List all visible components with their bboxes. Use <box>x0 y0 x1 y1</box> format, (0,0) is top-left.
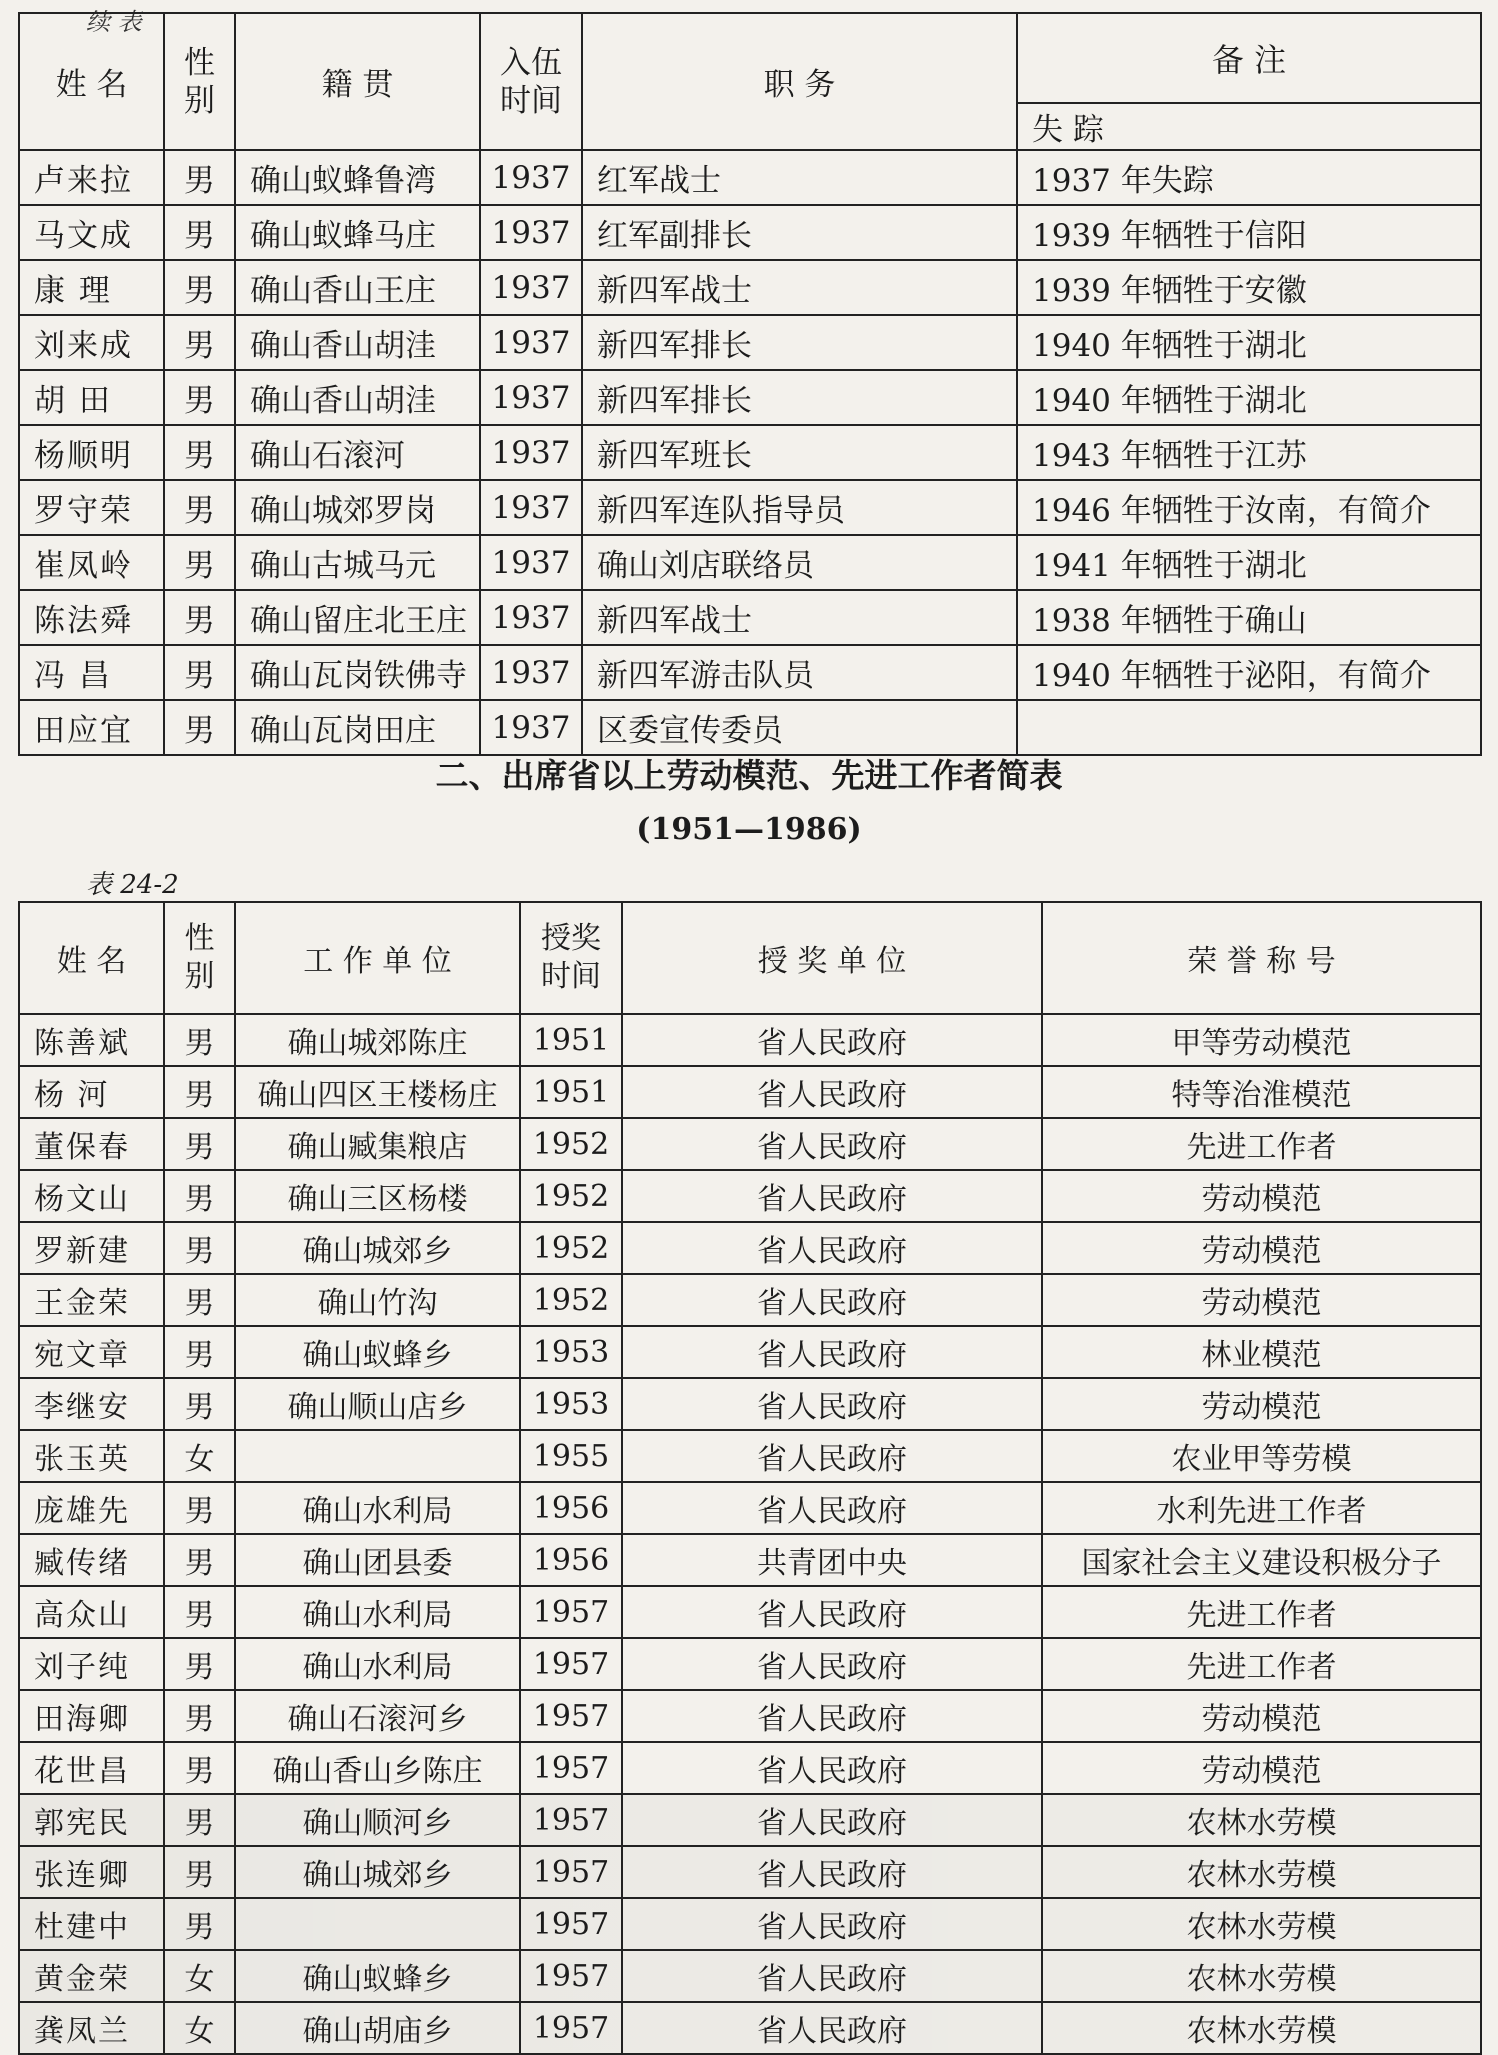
cell-origin: 确山蚁蜂鲁湾 <box>235 150 480 205</box>
cell-honor: 农林水劳模 <box>1042 1846 1481 1898</box>
cell-name: 马文成 <box>19 205 164 260</box>
cell-duty: 区委宣传委员 <box>582 700 1017 755</box>
cell-honor: 农林水劳模 <box>1042 2002 1481 2054</box>
cell-note: 1940 年牺牲于湖北 <box>1017 315 1481 370</box>
cell-work-unit: 确山顺河乡 <box>235 1794 520 1846</box>
cell-sex: 男 <box>164 700 235 755</box>
cell-work-unit <box>235 1430 520 1482</box>
section-years: (1951—1986) <box>636 812 862 847</box>
cell-award-unit: 省人民政府 <box>622 1170 1042 1222</box>
cell-award-year: 1957 <box>520 1794 622 1846</box>
cell-name: 康 理 <box>19 260 164 315</box>
header-sex: 性别 <box>164 902 235 1014</box>
table-row <box>19 205 1481 260</box>
cell-duty: 新四军游击队员 <box>582 645 1017 700</box>
cell-name: 陈善斌 <box>19 1014 164 1066</box>
cell-honor: 甲等劳动模范 <box>1042 1014 1481 1066</box>
cell-name: 田应宜 <box>19 700 164 755</box>
cell-name: 花世昌 <box>19 1742 164 1794</box>
cell-honor: 农业甲等劳模 <box>1042 1430 1481 1482</box>
cell-name: 董保春 <box>19 1118 164 1170</box>
cell-award-year: 1957 <box>520 1638 622 1690</box>
cell-name: 庞雄先 <box>19 1482 164 1534</box>
cell-origin: 确山城郊罗岗 <box>235 480 480 535</box>
cell-sex: 男 <box>164 1794 235 1846</box>
cell-name: 陈法舜 <box>19 590 164 645</box>
cell-sex: 男 <box>164 370 235 425</box>
cell-origin: 确山香山胡洼 <box>235 370 480 425</box>
cell-honor: 劳动模范 <box>1042 1222 1481 1274</box>
table-row <box>19 1742 1481 1794</box>
table-row <box>19 150 1481 205</box>
cell-join-year: 1937 <box>480 480 582 535</box>
cell-award-unit: 省人民政府 <box>622 1326 1042 1378</box>
cell-award-unit: 省人民政府 <box>622 1950 1042 2002</box>
header-sex: 性别 <box>164 13 235 150</box>
cell-sex: 男 <box>164 645 235 700</box>
cell-work-unit: 确山城郊乡 <box>235 1222 520 1274</box>
table-row <box>19 1118 1481 1170</box>
cell-honor: 国家社会主义建设积极分子 <box>1042 1534 1481 1586</box>
cell-award-unit: 省人民政府 <box>622 1118 1042 1170</box>
cell-origin: 确山石滚河 <box>235 425 480 480</box>
cell-sex: 女 <box>164 2002 235 2054</box>
cell-work-unit: 确山顺山店乡 <box>235 1378 520 1430</box>
cell-name: 卢来拉 <box>19 150 164 205</box>
cell-name: 杨顺明 <box>19 425 164 480</box>
cell-name: 黄金荣 <box>19 1950 164 2002</box>
header-note-missing: 失 踪 <box>1017 103 1481 150</box>
cell-name: 张连卿 <box>19 1846 164 1898</box>
cell-award-unit: 省人民政府 <box>622 1378 1042 1430</box>
cell-sex: 女 <box>164 1430 235 1482</box>
cell-sex: 男 <box>164 1586 235 1638</box>
table-row <box>19 1950 1481 2002</box>
cell-duty: 确山刘店联络员 <box>582 535 1017 590</box>
cell-join-year: 1937 <box>480 370 582 425</box>
cell-honor: 劳动模范 <box>1042 1378 1481 1430</box>
cell-sex: 男 <box>164 590 235 645</box>
cell-honor: 农林水劳模 <box>1042 1950 1481 2002</box>
cell-honor: 先进工作者 <box>1042 1586 1481 1638</box>
cell-honor: 农林水劳模 <box>1042 1898 1481 1950</box>
cell-sex: 男 <box>164 1638 235 1690</box>
table-row <box>19 1066 1481 1118</box>
cell-sex: 男 <box>164 1534 235 1586</box>
cell-note: 1938 年牺牲于确山 <box>1017 590 1481 645</box>
cell-sex: 男 <box>164 1066 235 1118</box>
cell-honor: 劳动模范 <box>1042 1690 1481 1742</box>
cell-sex: 男 <box>164 1274 235 1326</box>
header-origin: 籍 贯 <box>235 13 480 150</box>
table-row <box>19 1326 1481 1378</box>
cell-join-year: 1937 <box>480 700 582 755</box>
cell-sex: 男 <box>164 425 235 480</box>
cell-origin: 确山蚁蜂马庄 <box>235 205 480 260</box>
cell-award-year: 1953 <box>520 1378 622 1430</box>
cell-name: 田海卿 <box>19 1690 164 1742</box>
table-number: 表 24-2 <box>86 870 179 900</box>
cell-honor: 农林水劳模 <box>1042 1794 1481 1846</box>
cell-work-unit: 确山团县委 <box>235 1534 520 1586</box>
martyrs-table <box>18 12 1482 756</box>
cell-award-year: 1951 <box>520 1014 622 1066</box>
cell-work-unit: 确山竹沟 <box>235 1274 520 1326</box>
table-row <box>19 535 1481 590</box>
table-row <box>19 1482 1481 1534</box>
cell-note: 1937 年失踪 <box>1017 150 1481 205</box>
cell-award-unit: 省人民政府 <box>622 1222 1042 1274</box>
cell-sex: 男 <box>164 1014 235 1066</box>
cell-name: 胡 田 <box>19 370 164 425</box>
cell-sex: 男 <box>164 535 235 590</box>
cell-origin: 确山瓦岗田庄 <box>235 700 480 755</box>
cell-origin: 确山瓦岗铁佛寺 <box>235 645 480 700</box>
cell-award-unit: 省人民政府 <box>622 1066 1042 1118</box>
header-name: 姓 名 <box>19 13 164 150</box>
cell-sex: 男 <box>164 1742 235 1794</box>
header-award-unit: 授 奖 单 位 <box>622 902 1042 1014</box>
table-row <box>19 1170 1481 1222</box>
cell-name: 郭宪民 <box>19 1794 164 1846</box>
cell-origin: 确山香山王庄 <box>235 260 480 315</box>
table-row <box>19 1586 1481 1638</box>
table-row <box>19 1794 1481 1846</box>
cell-honor: 水利先进工作者 <box>1042 1482 1481 1534</box>
cell-sex: 男 <box>164 315 235 370</box>
cell-name: 臧传绪 <box>19 1534 164 1586</box>
cell-name: 崔凤岭 <box>19 535 164 590</box>
cell-award-unit: 省人民政府 <box>622 1690 1042 1742</box>
cell-note: 1943 年牺牲于江苏 <box>1017 425 1481 480</box>
cell-origin: 确山香山胡洼 <box>235 315 480 370</box>
cell-duty: 新四军班长 <box>582 425 1017 480</box>
header-duty: 职 务 <box>582 13 1017 150</box>
cell-award-year: 1952 <box>520 1274 622 1326</box>
cell-name: 龚凤兰 <box>19 2002 164 2054</box>
cell-sex: 男 <box>164 1482 235 1534</box>
table-row <box>19 645 1481 700</box>
cell-honor: 劳动模范 <box>1042 1742 1481 1794</box>
cell-name: 李继安 <box>19 1378 164 1430</box>
cell-award-year: 1956 <box>520 1482 622 1534</box>
cell-sex: 男 <box>164 1378 235 1430</box>
table-row <box>19 1638 1481 1690</box>
header-honor: 荣 誉 称 号 <box>1042 902 1481 1014</box>
cell-work-unit: 确山城郊陈庄 <box>235 1014 520 1066</box>
table-row <box>19 480 1481 535</box>
cell-award-year: 1952 <box>520 1222 622 1274</box>
cell-work-unit: 确山三区杨楼 <box>235 1170 520 1222</box>
cell-honor: 特等治淮模范 <box>1042 1066 1481 1118</box>
cell-duty: 新四军战士 <box>582 590 1017 645</box>
section-title: 二、出席省以上劳动模范、先进工作者简表 <box>435 756 1063 795</box>
cell-award-year: 1953 <box>520 1326 622 1378</box>
cell-award-unit: 省人民政府 <box>622 1274 1042 1326</box>
continued-label: 续 表 <box>86 8 142 36</box>
cell-honor: 林业模范 <box>1042 1326 1481 1378</box>
cell-note: 1941 年牺牲于湖北 <box>1017 535 1481 590</box>
cell-work-unit <box>235 1898 520 1950</box>
cell-work-unit: 确山四区王楼杨庄 <box>235 1066 520 1118</box>
header-note: 备 注 <box>1017 13 1481 103</box>
table-row <box>19 370 1481 425</box>
table-row <box>19 1430 1481 1482</box>
cell-award-year: 1957 <box>520 1898 622 1950</box>
table-row <box>19 315 1481 370</box>
cell-work-unit: 确山蚁蜂乡 <box>235 1950 520 2002</box>
cell-join-year: 1937 <box>480 590 582 645</box>
cell-award-unit: 省人民政府 <box>622 1638 1042 1690</box>
cell-duty: 红军副排长 <box>582 205 1017 260</box>
header-name: 姓 名 <box>19 902 164 1014</box>
cell-origin: 确山留庄北王庄 <box>235 590 480 645</box>
cell-honor: 先进工作者 <box>1042 1638 1481 1690</box>
cell-award-year: 1952 <box>520 1118 622 1170</box>
cell-name: 刘来成 <box>19 315 164 370</box>
cell-join-year: 1937 <box>480 260 582 315</box>
table-row <box>19 1690 1481 1742</box>
cell-award-unit: 省人民政府 <box>622 1586 1042 1638</box>
cell-name: 张玉英 <box>19 1430 164 1482</box>
cell-join-year: 1937 <box>480 150 582 205</box>
table-row <box>19 1898 1481 1950</box>
cell-duty: 新四军排长 <box>582 370 1017 425</box>
cell-award-unit: 省人民政府 <box>622 1794 1042 1846</box>
cell-award-year: 1957 <box>520 1690 622 1742</box>
cell-sex: 男 <box>164 1690 235 1742</box>
cell-award-unit: 省人民政府 <box>622 1014 1042 1066</box>
cell-name: 高众山 <box>19 1586 164 1638</box>
cell-work-unit: 确山石滚河乡 <box>235 1690 520 1742</box>
cell-award-year: 1956 <box>520 1534 622 1586</box>
cell-honor: 劳动模范 <box>1042 1170 1481 1222</box>
cell-work-unit: 确山香山乡陈庄 <box>235 1742 520 1794</box>
cell-duty: 新四军连队指导员 <box>582 480 1017 535</box>
header-join-time: 入伍时间 <box>480 13 582 150</box>
cell-note: 1940 年牺牲于泌阳，有简介 <box>1017 645 1481 700</box>
cell-award-year: 1955 <box>520 1430 622 1482</box>
cell-sex: 男 <box>164 1170 235 1222</box>
cell-award-year: 1951 <box>520 1066 622 1118</box>
cell-note: 1939 年牺牲于信阳 <box>1017 205 1481 260</box>
table-row <box>19 1222 1481 1274</box>
cell-work-unit: 确山蚁蜂乡 <box>235 1326 520 1378</box>
table-row <box>19 260 1481 315</box>
cell-award-year: 1957 <box>520 1950 622 2002</box>
table-row <box>19 1378 1481 1430</box>
cell-award-year: 1957 <box>520 1846 622 1898</box>
cell-note: 1939 年牺牲于安徽 <box>1017 260 1481 315</box>
table-row <box>19 1534 1481 1586</box>
cell-sex: 男 <box>164 150 235 205</box>
cell-note: 1940 年牺牲于湖北 <box>1017 370 1481 425</box>
cell-award-unit: 共青团中央 <box>622 1534 1042 1586</box>
cell-honor: 劳动模范 <box>1042 1274 1481 1326</box>
cell-duty: 红军战士 <box>582 150 1017 205</box>
cell-join-year: 1937 <box>480 315 582 370</box>
cell-name: 宛文章 <box>19 1326 164 1378</box>
cell-sex: 男 <box>164 1898 235 1950</box>
cell-name: 杨文山 <box>19 1170 164 1222</box>
cell-work-unit: 确山水利局 <box>235 1586 520 1638</box>
cell-sex: 男 <box>164 480 235 535</box>
cell-note: 1946 年牺牲于汝南，有简介 <box>1017 480 1481 535</box>
model-workers-table <box>18 901 1482 2055</box>
cell-work-unit: 确山水利局 <box>235 1482 520 1534</box>
cell-name: 杜建中 <box>19 1898 164 1950</box>
cell-name: 冯 昌 <box>19 645 164 700</box>
cell-award-year: 1957 <box>520 2002 622 2054</box>
cell-award-year: 1957 <box>520 1742 622 1794</box>
table-row <box>19 1014 1481 1066</box>
cell-award-unit: 省人民政府 <box>622 1846 1042 1898</box>
cell-sex: 男 <box>164 1118 235 1170</box>
cell-name: 罗守荣 <box>19 480 164 535</box>
cell-work-unit: 确山胡庙乡 <box>235 2002 520 2054</box>
cell-award-unit: 省人民政府 <box>622 1742 1042 1794</box>
cell-award-unit: 省人民政府 <box>622 1898 1042 1950</box>
cell-join-year: 1937 <box>480 535 582 590</box>
cell-origin: 确山古城马元 <box>235 535 480 590</box>
cell-join-year: 1937 <box>480 645 582 700</box>
header-award-time: 授奖时间 <box>520 902 622 1014</box>
cell-name: 王金荣 <box>19 1274 164 1326</box>
cell-work-unit: 确山臧集粮店 <box>235 1118 520 1170</box>
cell-sex: 男 <box>164 260 235 315</box>
cell-award-unit: 省人民政府 <box>622 1482 1042 1534</box>
cell-honor: 先进工作者 <box>1042 1118 1481 1170</box>
cell-work-unit: 确山水利局 <box>235 1638 520 1690</box>
cell-sex: 女 <box>164 1950 235 2002</box>
cell-award-year: 1957 <box>520 1586 622 1638</box>
cell-duty: 新四军排长 <box>582 315 1017 370</box>
cell-name: 罗新建 <box>19 1222 164 1274</box>
table-row <box>19 590 1481 645</box>
table-row <box>19 425 1481 480</box>
table-row <box>19 1274 1481 1326</box>
cell-join-year: 1937 <box>480 205 582 260</box>
cell-award-year: 1952 <box>520 1170 622 1222</box>
cell-sex: 男 <box>164 1326 235 1378</box>
table-row <box>19 700 1481 755</box>
cell-sex: 男 <box>164 1222 235 1274</box>
cell-join-year: 1937 <box>480 425 582 480</box>
cell-work-unit: 确山城郊乡 <box>235 1846 520 1898</box>
table-row <box>19 2002 1481 2054</box>
cell-sex: 男 <box>164 1846 235 1898</box>
cell-name: 刘子纯 <box>19 1638 164 1690</box>
cell-duty: 新四军战士 <box>582 260 1017 315</box>
cell-award-unit: 省人民政府 <box>622 1430 1042 1482</box>
header-work-unit: 工 作 单 位 <box>235 902 520 1014</box>
cell-note <box>1017 700 1481 755</box>
cell-award-unit: 省人民政府 <box>622 2002 1042 2054</box>
cell-sex: 男 <box>164 205 235 260</box>
cell-name: 杨 河 <box>19 1066 164 1118</box>
table-row <box>19 1846 1481 1898</box>
